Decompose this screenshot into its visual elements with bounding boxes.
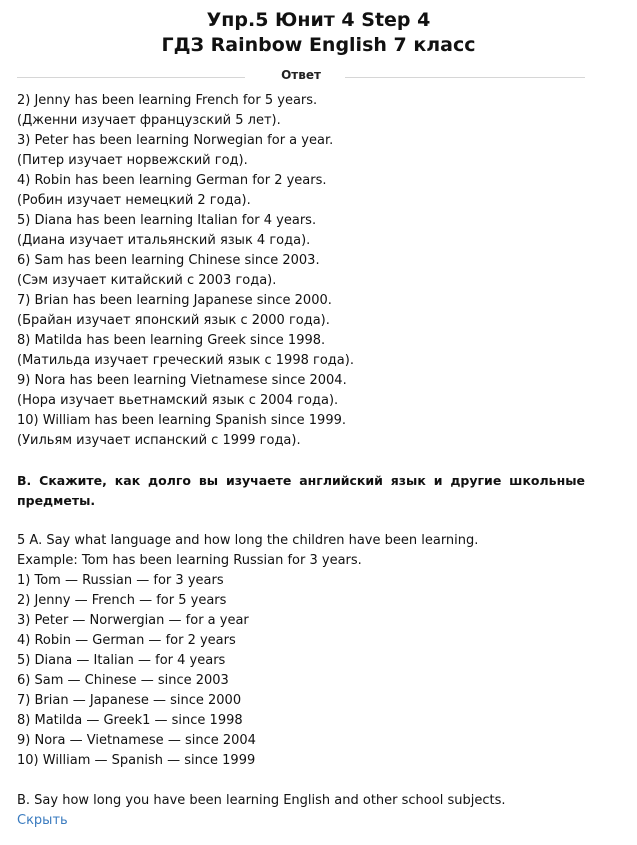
answer-lines — [17, 91, 585, 451]
answer-line: 10) William has been learning Spanish since 1999. — [17, 413, 347, 428]
answer-line: (Нора изучает вьетнамский язык с 2004 года). — [17, 393, 339, 408]
answer-line: 9) Nora has been learning Vietnamese since 2004. — [17, 373, 347, 388]
exercise-5a-item: 8) Matilda — Greek1 — since 1998 — [17, 713, 243, 728]
answer-line: (Диана изучает итальянский язык 4 года). — [17, 233, 311, 248]
exercise-5b — [17, 791, 585, 831]
exercise-5a-item: 7) Brian — Japanese — since 2000 — [17, 693, 242, 708]
answer-divider — [17, 65, 585, 91]
answer-line: 8) Matilda has been learning Greek since 1998. — [17, 333, 326, 348]
answer-line: (Робин изучает немецкий 2 года). — [17, 193, 251, 208]
exercise-5a-item: 6) Sam — Chinese — since 2003 — [17, 673, 229, 688]
answer-line: (Питер изучает норвежский год). — [17, 153, 248, 168]
hide-answer-link[interactable]: Скрыть — [17, 813, 68, 828]
exercise-5a-item: 5) Diana — Italian — for 4 years — [17, 653, 226, 668]
answer-line: 5) Diana has been learning Italian for 4 years. — [17, 213, 317, 228]
exercise-5b-instruction: B. Say how long you have been learning English and other school subjects. — [17, 793, 506, 808]
exercise-5a — [17, 531, 585, 771]
answer-line: (Матильда изучает греческий язык с 1998 года). — [17, 353, 354, 368]
answer-line: 7) Brian has been learning Japanese since 2000. — [17, 293, 332, 308]
exercise-5a-item: 10) William — Spanish — since 1999 — [17, 753, 256, 768]
page-title-line1: Упр.5 Юнит 4 Step 4 — [206, 9, 431, 31]
answer-line: (Дженни изучает французский 5 лет). — [17, 113, 281, 128]
answer-line: (Сэм изучает китайский с 2003 года). — [17, 273, 277, 288]
section-b-heading: В. Скажите, как долго вы изучаете английский язык и другие школьные предметы. — [17, 473, 585, 508]
page-title-line2: ГДЗ Rainbow English 7 класс — [161, 34, 476, 56]
exercise-5a-item: 1) Tom — Russian — for 3 years — [17, 573, 224, 588]
answer-content — [0, 91, 637, 831]
exercise-5a-item: 2) Jenny — French — for 5 years — [17, 593, 227, 608]
exercise-5a-instruction: 5 A. Say what language and how long the children have been learning. — [17, 533, 479, 548]
exercise-5a-item: 9) Nora — Vietnamese — since 2004 — [17, 733, 256, 748]
answer-line: (Уильям изучает испанский с 1999 года). — [17, 433, 301, 448]
answer-label: Ответ — [281, 68, 321, 82]
answer-line: 6) Sam has been learning Chinese since 2003. — [17, 253, 320, 268]
answer-line: 2) Jenny has been learning French for 5 years. — [17, 93, 318, 108]
exercise-5a-example: Example: Tom has been learning Russian for 3 years. — [17, 553, 362, 568]
answer-line: (Брайан изучает японский язык с 2000 года). — [17, 313, 330, 328]
answer-line: 4) Robin has been learning German for 2 years. — [17, 173, 327, 188]
exercise-5a-item: 4) Robin — German — for 2 years — [17, 633, 236, 648]
divider-line-right — [345, 77, 585, 78]
exercise-5a-item: 3) Peter — Norwergian — for a year — [17, 613, 249, 628]
page-title — [0, 0, 637, 58]
answer-line: 3) Peter has been learning Norwegian for a year. — [17, 133, 334, 148]
